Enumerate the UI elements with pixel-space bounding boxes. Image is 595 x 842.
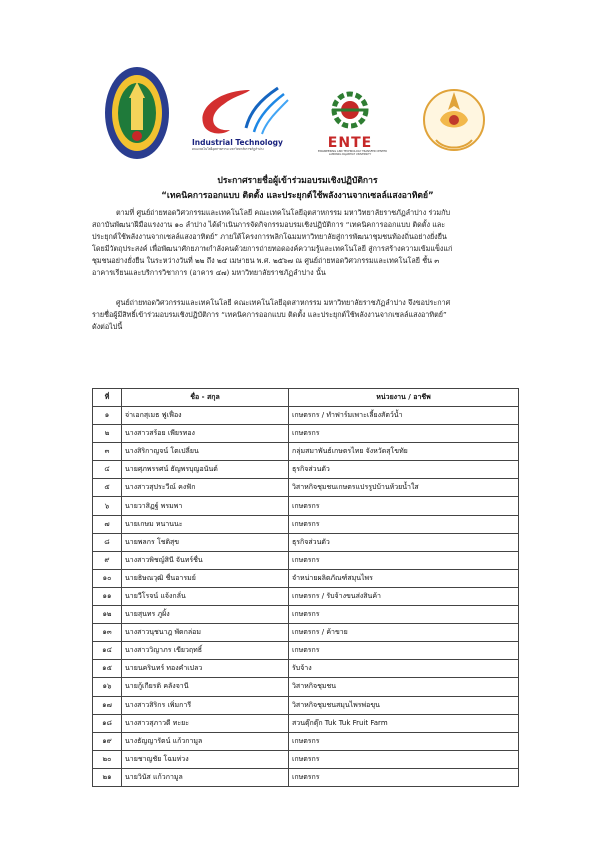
swoosh-icon <box>190 86 290 138</box>
participant-name: นายวีโรจน์ แจ้งกลั่น <box>122 587 289 605</box>
table-body <box>93 407 519 787</box>
logo-title: ENTE <box>327 135 373 151</box>
table-row <box>93 624 519 642</box>
announcement-line: รายชื่อผู้มีสิทธิ์เข้าร่วมอบรมเชิงปฏิบัติการ “เทคนิคการออกแบบ ติดตั้ง และประยุกต์ใช้พลังงานจากเซลล์แสงอาทิตย์” <box>92 310 447 320</box>
header-name: ชื่อ - สกุล <box>122 389 289 407</box>
table-row <box>93 497 519 515</box>
row-number: ๑๖ <box>93 678 122 696</box>
participant-name: นางสาวสุภาวดี ทะยะ <box>122 714 289 732</box>
header-organization: หน่วยงาน / อาชีพ <box>289 389 519 407</box>
table-row <box>93 732 519 750</box>
logo-subtitle: ENGINEERING AND TECHNOLOGY TRANSFER CENTER <box>318 150 387 153</box>
header-no: ที่ <box>93 389 122 407</box>
logo-title: Industrial Technology <box>192 138 283 147</box>
table-row <box>93 606 519 624</box>
intro-line: สถาบันพัฒนาฝีมือแรงงาน ๑๐ ลำปาง ได้ดำเนินการจัดกิจกรรมอบรมเชิงปฏิบัติการ “เทคนิคการออกแบบ ติดตั้ง และ <box>92 220 446 230</box>
table-row <box>93 696 519 714</box>
participant-name: นางสาววิญาภร เขียวฤทธิ์ <box>122 642 289 660</box>
table-row <box>93 425 519 443</box>
row-number: ๒ <box>93 425 122 443</box>
row-number: ๑๓ <box>93 624 122 642</box>
intro-line: โดยมีวัตถุประสงค์ เพื่อพัฒนาศักยภาพกำลังคนด้วยการถ่ายทอดองค์ความรู้และเทคโนโลยี สู่การสร้างความเข้มแข็งแก่ <box>92 244 453 254</box>
participant-organization: เกษตรกร <box>289 425 519 443</box>
participant-organization: รับจ้าง <box>289 660 519 678</box>
table-row <box>93 587 519 605</box>
participant-organization: เกษตรกร <box>289 768 519 786</box>
participant-organization: กลุ่มสมาพันธ์เกษตรไทย จังหวัดสุโขทัย <box>289 443 519 461</box>
participant-name: นายวินัส แก้วกามูล <box>122 768 289 786</box>
participant-organization: เกษตรกร <box>289 515 519 533</box>
table-row <box>93 479 519 497</box>
row-number: ๑๐ <box>93 569 122 587</box>
table-row <box>93 660 519 678</box>
intro-line: อาคารเรียนและบริการวิชาการ (อาคาร ๔๗) มหาวิทยาลัยราชภัฏลำปาง นั้น <box>92 268 326 278</box>
participant-organization: สวนตุ๊กตุ๊ก Tuk Tuk Fruit Farm <box>289 714 519 732</box>
logo-subtitle-2: LAMPANG RAJABHAT UNIVERSITY <box>328 153 372 156</box>
participant-organization: วิสาหกิจชุมชนสมุนไพรพ่อขุน <box>289 696 519 714</box>
participant-organization: วิสาหกิจชุมชน <box>289 678 519 696</box>
participant-name: นางสาวสิริกร เพิ่มการี <box>122 696 289 714</box>
participant-name: นายธิษณวุฒิ ชื่นอารมย์ <box>122 569 289 587</box>
table-row <box>93 443 519 461</box>
participant-organization: ธุรกิจส่วนตัว <box>289 533 519 551</box>
table-row <box>93 533 519 551</box>
participant-name: นางธัญญารัตน์ แก้วกามูล <box>122 732 289 750</box>
participant-name: นายศุภพรรศน์ ธัญพรบุญอนันต์ <box>122 461 289 479</box>
row-number: ๔ <box>93 461 122 479</box>
skill-development-department-logo <box>422 80 486 160</box>
participant-organization: เกษตรกร <box>289 750 519 768</box>
participant-organization: วิสาหกิจชุมชนเกษตรแปรรูปบ้านห้วยน้ำใส <box>289 479 519 497</box>
row-number: ๑๙ <box>93 732 122 750</box>
row-number: ๒๑ <box>93 768 122 786</box>
table-row <box>93 678 519 696</box>
table-row <box>93 569 519 587</box>
participant-organization: เกษตรกร <box>289 606 519 624</box>
industrial-technology-logo <box>190 86 290 156</box>
participant-name: นายเกษม หนานนะ <box>122 515 289 533</box>
intro-line: ตามที่ ศูนย์ถ่ายทอดวิศวกรรมและเทคโนโลยี คณะเทคโนโลยีอุตสาหกรรม มหาวิทยาลัยราชภัฏลำปาง ร่วมกับ <box>116 208 451 217</box>
logo-subtitle: คณะเทคโนโลยีอุตสาหกรรม มหาวิทยาลัยราชภัฏลำปาง <box>192 147 264 151</box>
participant-name: นายนครินทร์ ทองคำเปลว <box>122 660 289 678</box>
announcement-line: ศูนย์ถ่ายทอดวิศวกรรมและเทคโนโลยี คณะเทคโนโลยีอุตสาหกรรม มหาวิทยาลัยราชภัฏลำปาง จึงขอประกาศ <box>116 298 451 307</box>
participant-organization: ธุรกิจส่วนตัว <box>289 461 519 479</box>
announcement-paragraph <box>92 297 512 333</box>
intro-line: ชุมชนอย่างยั่งยืน ในระหว่างวันที่ ๒๒ ถึง ๒๔ เมษายน พ.ศ. ๒๕๖๗ ณ ศูนย์ถ่ายทอดวิศวกรรมและเทคโนโลยี ชั้น ๓ <box>92 256 440 266</box>
table-row <box>93 461 519 479</box>
announcement-line: ดังต่อไปนี้ <box>92 322 123 332</box>
row-number: ๑๗ <box>93 696 122 714</box>
participant-name: นายพลกร โชติสุข <box>122 533 289 551</box>
ente-logo <box>318 88 387 158</box>
row-number: ๒๐ <box>93 750 122 768</box>
participant-organization: เกษตรกร <box>289 642 519 660</box>
lampang-rajabhat-university-logo <box>104 66 170 160</box>
participant-organization: เกษตรกร / ค้าขาย <box>289 624 519 642</box>
participant-organization: เกษตรกร <box>289 551 519 569</box>
participants-table <box>92 388 519 787</box>
logo-bar <box>0 60 595 160</box>
table-header-row <box>93 389 519 407</box>
intro-paragraph <box>92 207 512 280</box>
participant-organization: เกษตรกร <box>289 732 519 750</box>
participant-name: นางสาวสุประวีณ์ คงฟัก <box>122 479 289 497</box>
row-number: ๑๕ <box>93 660 122 678</box>
table-row <box>93 642 519 660</box>
participant-name: นางสาวพิชญ์สินี จันทร์ชื่น <box>122 551 289 569</box>
row-number: ๑๒ <box>93 606 122 624</box>
row-number: ๙ <box>93 551 122 569</box>
participant-organization: เกษตรกร / ทำฟาร์มเพาะเลี้ยงสัตว์น้ำ <box>289 407 519 425</box>
row-number: ๑ <box>93 407 122 425</box>
participant-name: นางสิริกาญจน์ โตเปลี่ยน <box>122 443 289 461</box>
table-row <box>93 750 519 768</box>
participant-name: นางสาวสร้อย เพียรทอง <box>122 425 289 443</box>
intro-line: ประยุกต์ใช้พลังงานจากเซลล์แสงอาทิตย์” ภายใต้โครงการพลิกโฉมมหาวิทยาลัยสู่การพัฒนาชุมชนท้องถิ่นอย่างยั่งยืน <box>92 232 447 242</box>
row-number: ๖ <box>93 497 122 515</box>
row-number: ๓ <box>93 443 122 461</box>
participant-organization: จำหน่ายผลิตภัณฑ์สมุนไพร <box>289 569 519 587</box>
page-subtitle: “เทคนิคการออกแบบ ติดตั้ง และประยุกต์ใช้พลังงานจากเซลล์แสงอาทิตย์” <box>161 191 434 201</box>
row-number: ๑๔ <box>93 642 122 660</box>
row-number: ๗ <box>93 515 122 533</box>
table-row <box>93 407 519 425</box>
row-number: ๑๑ <box>93 587 122 605</box>
participant-name: นางสาวนุชนาฎ พัดกล่อม <box>122 624 289 642</box>
page-title: ประกาศรายชื่อผู้เข้าร่วมอบรมเชิงปฏิบัติการ <box>217 176 378 186</box>
table-row <box>93 714 519 732</box>
row-number: ๑๘ <box>93 714 122 732</box>
table-row <box>93 768 519 786</box>
participant-name: จ่าเอกสุเมธ ฟูเฟื่อง <box>122 407 289 425</box>
participant-organization: เกษตรกร <box>289 497 519 515</box>
participant-name: นายชาญชัย โฉมห่วง <box>122 750 289 768</box>
participant-organization: เกษตรกร / รับจ้างขนส่งสินค้า <box>289 587 519 605</box>
participant-name: นายสุนทร ภูผิ้ง <box>122 606 289 624</box>
table-row <box>93 515 519 533</box>
row-number: ๘ <box>93 533 122 551</box>
gear-icon <box>318 88 382 132</box>
row-number: ๕ <box>93 479 122 497</box>
participant-name: นายวาสิฏฐ์ พรมพา <box>122 497 289 515</box>
table-row <box>93 551 519 569</box>
participant-name: นายกู้เกียรติ คลังจานี <box>122 678 289 696</box>
